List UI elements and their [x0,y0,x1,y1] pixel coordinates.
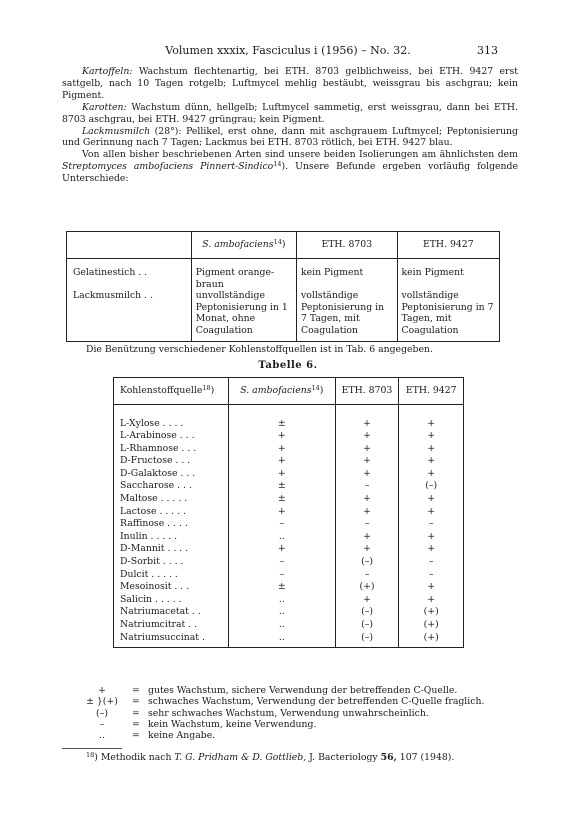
table6-row [114,556,464,569]
table6-result-cell: + [335,442,399,455]
table6-result-cell: .. [229,619,336,632]
table6-result-cell: + [335,493,399,506]
legend-text: keine Angabe. [148,730,216,742]
table6-carbon-source: Dulcit . . . . . [114,568,229,581]
table6-result-cell: (–) [335,606,399,619]
table6-result-cell: + [229,505,336,518]
footnote-text-1: ) Methodik nach [94,752,175,763]
table6-result-cell: (+) [335,581,399,594]
table6-result-cell: ± [229,417,336,430]
table6-result-cell: + [229,430,336,443]
table6-result-cell: (–) [399,480,464,493]
table6-result-cell: ± [229,480,336,493]
table6-carbon-source: Inulin . . . . . [114,530,229,543]
table6-row [114,467,464,480]
table6-row [114,417,464,430]
table6-result-cell: – [399,568,464,581]
table6-carbon-source: D-Sorbit . . . . [114,556,229,569]
legend-equals: = [132,696,140,708]
comparison-table [66,231,500,342]
table6-result-cell: + [335,505,399,518]
table6-result-cell: (–) [335,631,399,647]
legend-symbol: + [98,685,106,696]
table6-result-cell: + [335,467,399,480]
table6-result-cell: .. [229,631,336,647]
table6-row [114,581,464,594]
table6-result-cell: + [335,543,399,556]
comparison-row [67,290,500,341]
table6-spacer-row [114,405,464,418]
table6-result-cell: + [399,455,464,468]
table6 [113,377,464,648]
table6-result-cell: + [335,593,399,606]
table6-result-cell: (+) [399,631,464,647]
comparison-header-ref: 14 [273,238,282,247]
table6-result-cell: + [399,467,464,480]
table6-result-cell: – [335,568,399,581]
legend-equals: = [132,707,140,719]
table6-result-cell: + [399,493,464,506]
comparison-table-header [67,232,500,259]
footnote [86,752,454,764]
footnote-volume: 56, [380,752,397,763]
table6-header-s-ambofaciens: S. ambofaciens$^{14}$) [229,378,336,405]
table6-row [114,619,464,632]
table6-row [114,430,464,443]
text-vergleich-1: Von allen bisher beschriebenen Arten sind unsere beiden Isolierungen am ähnlichsten dem [82,149,518,161]
paragraph-kartoffeln [62,66,518,102]
body-text [62,66,518,185]
table6-carbon-source: Maltose . . . . . [114,493,229,506]
paragraph-lackmusmilch [62,126,518,150]
comparison-header-eth-9427: ETH. 9427 [397,232,499,259]
footnote-mark: 18 [86,751,95,759]
table6-result-cell: – [229,518,336,531]
table6-result-cell: .. [229,606,336,619]
comparison-cell: vollständige Peptonisierung in 7 Tagen, mit Coagulation [297,290,398,341]
table6-result-cell: + [229,455,336,468]
comparison-row-label: Gelatinestich . . [67,259,192,291]
table6-carbon-source: L-Arabinose . . . [114,430,229,443]
table6-carbon-source: D-Mannit . . . . [114,543,229,556]
table6-result-cell: + [335,430,399,443]
legend-symbol: ± }(+) [86,696,118,708]
table6-result-cell: + [399,581,464,594]
table6-header-ref-14: 14 [311,384,320,393]
table6-carbon-source: Raffinose . . . . [114,518,229,531]
table6-result-cell: – [229,556,336,569]
legend-symbol: .. [99,730,105,742]
table6-result-cell: + [399,430,464,443]
table6-row [114,518,464,531]
table6-result-cell: ± [229,493,336,506]
legend-text: schwaches Wachstum, Verwendung der betreffenden C-Quelle fraglich. [148,696,485,708]
table6-carbon-source: Natriumcitrat . . [114,619,229,632]
comparison-row-label: Lackmusmilch . . [67,290,192,341]
table6-header-eth-8703: ETH. 8703 [335,378,399,405]
table6-row [114,480,464,493]
table6-header-kohlenstoffquelle-label: Kohlenstoffquelle [120,385,203,397]
comparison-header-s-ambofaciens-label: S. ambofaciens [202,239,274,251]
table6-carbon-source: L-Xylose . . . . [114,417,229,430]
table6-carbon-source: Saccharose . . . [114,480,229,493]
species-name: Streptomyces ambofaciens Pinnert-Sindico [62,161,274,173]
table6-result-cell: .. [229,530,336,543]
footnote-rule [62,748,122,749]
comparison-cell: kein Pigment [397,259,499,291]
table6-carbon-source: Natriumsuccinat . [114,631,229,647]
table6-header [114,378,464,405]
table6-result-cell: + [399,543,464,556]
table6-row [114,442,464,455]
running-header [0,44,576,58]
table6-carbon-source: Salicin . . . . . [114,593,229,606]
table6-result-cell: + [335,455,399,468]
table6-carbon-source: Lactose . . . . . [114,505,229,518]
table6-result-cell: (–) [335,556,399,569]
reference-mark: 14 [273,160,282,169]
footnote-authors: T. G. Pridham & D. Gottlieb, [174,752,307,763]
footnote-text-3: 107 (1948). [396,752,455,763]
table6-result-cell: – [335,480,399,493]
legend-equals: = [132,685,140,696]
table6-header-ref-18: 18 [202,384,211,393]
comparison-cell: Pigment orange-braun [191,259,296,291]
table6-header-kohlenstoffquelle: Kohlenstoffquelle$^{18}$) [114,378,229,405]
table6-result-cell: + [335,530,399,543]
table6-result-cell: + [399,442,464,455]
table6-result-cell: – [335,518,399,531]
table6-result-cell: – [399,518,464,531]
table6-title: Tabelle 6. [258,360,318,371]
comparison-header-eth-8703: ETH. 8703 [297,232,398,259]
legend-symbol: (–) [96,707,108,719]
table6-row [114,631,464,647]
table6-result-cell: + [335,417,399,430]
legend-symbol: – [99,718,105,730]
table6-row [114,568,464,581]
table6-row [114,493,464,506]
table6-carbon-source: Mesoinosit . . . [114,581,229,594]
comparison-header-empty [67,232,192,259]
legend-text: sehr schwaches Wachstum, Verwendung unwahrscheinlich. [148,707,429,719]
comparison-cell: unvollständige Peptonisierung in 1 Monat, ohne Coagulation [191,290,296,341]
table6-result-cell: .. [229,593,336,606]
label-lackmusmilch: Lackmusmilch [82,125,151,137]
table6-row [114,593,464,606]
legend-text: gutes Wachstum, sichere Verwendung der betreffenden C-Quelle. [148,685,458,696]
table6-result-cell: ± [229,581,336,594]
table6-result-cell: (+) [399,619,464,632]
comparison-header-s-ambofaciens: S. ambofaciens$^{14}$) [191,232,296,259]
table6-row [114,455,464,468]
journal-volume-title: Volumen xxxix, Fasciculus i (1956) – No. 32. [165,44,411,57]
label-karotten: Karotten: [82,101,127,113]
table6-row [114,505,464,518]
table6-carbon-source: L-Rhamnose . . . [114,442,229,455]
table6-result-cell: (+) [399,606,464,619]
page-number: 313 [477,44,498,57]
comparison-cell: kein Pigment [297,259,398,291]
table6-result-cell: – [229,568,336,581]
table6-result-cell: – [399,556,464,569]
paragraph-karotten [62,102,518,126]
table6-header-s-ambofaciens-label: S. ambofaciens [240,385,312,397]
table6-result-cell: + [229,467,336,480]
table6-row [114,530,464,543]
comparison-cell: vollständige Peptonisierung in 7 Tagen, mit Coagulation [397,290,499,341]
table6-result-cell: + [399,593,464,606]
table6-row [114,543,464,556]
table6-result-cell: + [399,530,464,543]
table6-carbon-source: D-Fructose . . . [114,455,229,468]
table6-result-cell: + [229,442,336,455]
table6-result-cell: + [399,417,464,430]
footnote-text-2: J. Bacteriology [306,752,381,763]
comparison-row [67,259,500,291]
table6-carbon-source: Natriumacetat . . [114,606,229,619]
label-kartoffeln: Kartoffeln: [82,66,133,77]
legend-text: kein Wachstum, keine Verwendung. [148,718,317,730]
table6-result-cell: + [399,505,464,518]
table6-carbon-source: D-Galaktose . . . [114,467,229,480]
table6-row [114,606,464,619]
text-kartoffeln: Wachstum flechtenartig, bei ETH. 8703 gelblichweiss, bei ETH. 9427 erst sattgelb, nach 10 Tagen rotgelb; Luftmycel mehlig bestäubt, weissgrau bis aschgrau; kein Pigment. [62,66,518,101]
table6-result-cell: + [229,543,336,556]
legend-equals: = [132,718,140,730]
table-caption-text: Die Benützung verschiedener Kohlenstoffquellen ist in Tab. 6 angegeben. [86,344,433,355]
legend-equals: = [132,730,140,742]
table6-result-cell: (–) [335,619,399,632]
text-lackmusmilch: (28°): Pellikel, erst ohne, dann mit aschgrauem Luftmycel; Peptonisierung und Gerinnung nach 7 Tagen; Lackmus bei ETH. 8703 rötlich, bei ETH. 9427 blau. [62,125,518,149]
table6-header-eth-9427: ETH. 9427 [399,378,464,405]
text-vergleich-2: ). Unsere Befunde ergeben vorläufig folgende Unterschiede: [62,161,518,185]
text-karotten: Wachstum dünn, hellgelb; Luftmycel sammetig, erst weissgrau, dann bei ETH. 8703 aschgrau, bei ETH. 9427 grüngrau; kein Pigment. [62,101,518,125]
paragraph-vergleich [62,149,518,185]
